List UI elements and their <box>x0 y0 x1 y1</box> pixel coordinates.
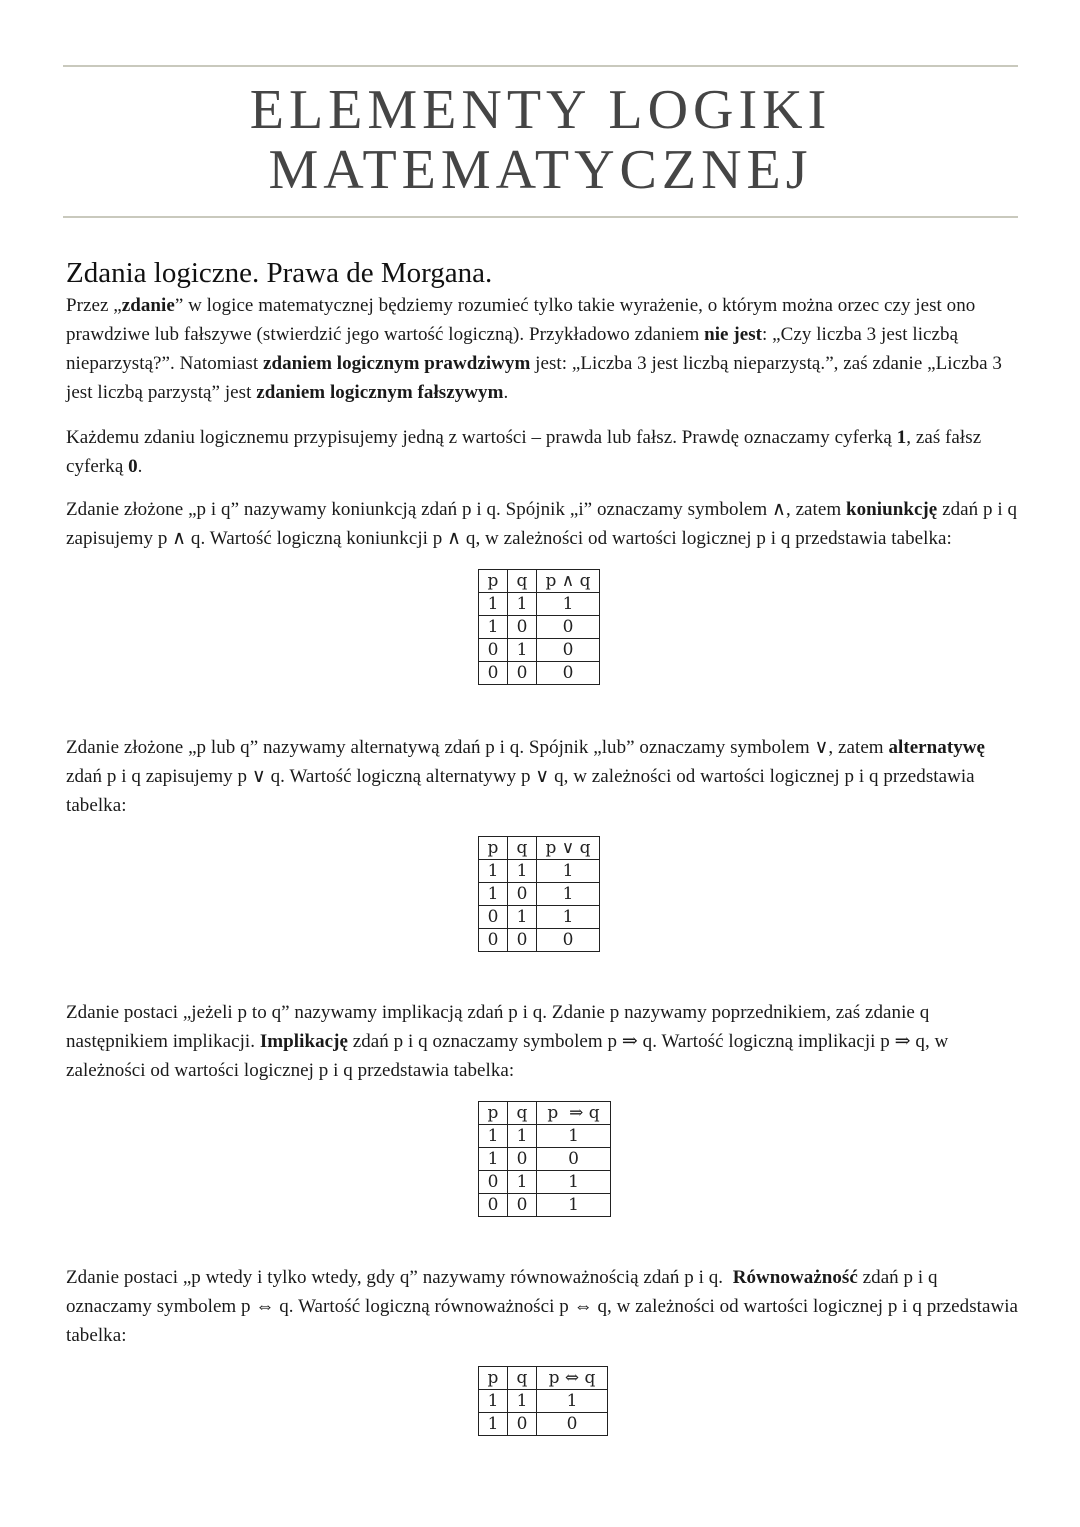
text: : „Czy liczba 3 jest liczbą nieparzystą?”. Natomiast <box>66 324 959 374</box>
bold-term: 0 <box>128 456 138 477</box>
text: zdań p i q oznaczamy symbolem p ⇔ q. Wartość logiczną równoważności p ⇔ q, w zależności od wartości logicznej p i q przedstawia tabelka: <box>66 1267 1019 1346</box>
table-cell: 1 <box>508 1390 537 1413</box>
table-cell: 1 <box>537 883 600 906</box>
text: Przez „ <box>66 295 122 316</box>
table-cell: 1 <box>537 906 600 929</box>
table-row <box>479 1148 611 1171</box>
table-row <box>479 929 600 952</box>
paragraph-disjunction <box>66 733 1021 820</box>
table-cell: 1 <box>479 883 508 906</box>
table-cell: 0 <box>537 616 600 639</box>
disjunction-truth-table <box>478 836 600 952</box>
header-cell: q <box>508 570 537 593</box>
table-cell: 0 <box>537 929 600 952</box>
table-cell: 0 <box>508 883 537 906</box>
table-row <box>479 662 600 685</box>
table-row <box>479 860 600 883</box>
table-cell: 1 <box>508 906 537 929</box>
table-cell: 0 <box>479 639 508 662</box>
section-heading: Zdania logiczne. Prawa de Morgana. <box>66 257 493 289</box>
table-row <box>479 639 600 662</box>
text: zdań p i q oznaczamy symbolem p ⇒ q. Wartość logiczną implikacji p ⇒ q, w zależności od wartości logicznej p i q przedstawia tabelka: <box>66 1031 949 1081</box>
table-cell: 1 <box>508 593 537 616</box>
bold-term: zdanie <box>121 295 175 316</box>
table-cell: 1 <box>508 860 537 883</box>
table-cell: 1 <box>479 1390 508 1413</box>
text: , zaś fałsz cyferką <box>66 427 982 477</box>
table-cell: 1 <box>537 593 600 616</box>
table-cell: 1 <box>479 1413 508 1436</box>
table-row <box>479 593 600 616</box>
table-header-row <box>479 1367 608 1390</box>
table-cell: 0 <box>537 639 600 662</box>
table-cell: 1 <box>537 860 600 883</box>
conjunction-truth-table <box>478 569 600 685</box>
table-cell: 0 <box>479 1171 508 1194</box>
header-cell: p <box>479 837 508 860</box>
text: zdań p i q zapisujemy p ∨ q. Wartość logiczną alternatywy p ∨ q, w zależności od wartości logicznej p i q przedstawia tabelka: <box>66 766 975 816</box>
table-cell: 0 <box>537 662 600 685</box>
header-cell: p ∧ q <box>537 570 600 593</box>
header-cell: p <box>479 1367 508 1390</box>
table-row <box>479 1413 608 1436</box>
table-cell: 1 <box>537 1194 611 1217</box>
bold-term: zdaniem logicznym prawdziwym <box>262 353 531 374</box>
table-cell: 0 <box>479 1194 508 1217</box>
table-cell: 0 <box>537 1148 611 1171</box>
text: Zdanie złożone „p lub q” nazywamy alternatywą zdań p i q. Spójnik „lub” oznaczamy symbolem ∨, zatem <box>66 737 889 758</box>
text: jest: „Liczba 3 jest liczbą nieparzystą.”, zaś zdanie „Liczba 3 jest liczbą parzystą” jest <box>66 353 1002 403</box>
bold-term: Równoważność <box>732 1267 858 1288</box>
table-row <box>479 906 600 929</box>
title-line-2: MATEMATYCZNEJ <box>268 139 813 201</box>
header-cell: q <box>508 1367 537 1390</box>
table-cell: 1 <box>508 1171 537 1194</box>
paragraph-conjunction <box>66 495 1021 553</box>
header-cell: p ⇒ q <box>537 1102 611 1125</box>
implication-truth-table <box>478 1101 611 1217</box>
title-line-1: ELEMENTY LOGIKI <box>249 79 832 141</box>
paragraph-definition-zdanie <box>66 291 1021 407</box>
text: Zdanie złożone „p i q” nazywamy koniunkcją zdań p i q. Spójnik „i” oznaczamy symbolem ∧, zatem <box>66 499 846 520</box>
paragraph-equivalence <box>66 1263 1021 1350</box>
table-cell: 1 <box>479 616 508 639</box>
header-cell: p ∨ q <box>537 837 600 860</box>
disjunction-table-wrap <box>66 836 1021 952</box>
text: Każdemu zdaniu logicznemu przypisujemy jedną z wartości – prawda lub fałsz. Prawdę oznaczamy cyferką <box>66 427 897 448</box>
text: zdań p i q zapisujemy p ∧ q. Wartość logiczną koniunkcji p ∧ q, w zależności od wartości logicznej p i q przedstawia tabelka: <box>66 499 1017 549</box>
table-header-row <box>479 1102 611 1125</box>
table-cell: 0 <box>479 906 508 929</box>
table-cell: 0 <box>508 1148 537 1171</box>
table-cell: 1 <box>508 1125 537 1148</box>
table-cell: 0 <box>537 1413 608 1436</box>
header-cell: p ⇔ q <box>537 1367 608 1390</box>
header-cell: q <box>508 837 537 860</box>
conjunction-table-wrap <box>66 569 1021 685</box>
table-cell: 0 <box>508 1413 537 1436</box>
table-cell: 1 <box>537 1390 608 1413</box>
table-cell: 1 <box>479 860 508 883</box>
equivalence-table-wrap <box>66 1366 1021 1436</box>
bold-term: alternatywę <box>888 737 986 758</box>
bold-term: Implikację <box>259 1031 348 1052</box>
table-cell: 1 <box>479 1148 508 1171</box>
bold-term: koniunkcję <box>845 499 938 520</box>
document-title <box>63 80 1018 200</box>
table-row <box>479 883 600 906</box>
table-cell: 0 <box>508 929 537 952</box>
table-row <box>479 1194 611 1217</box>
bold-term: nie jest <box>704 324 763 345</box>
bold-term: 1 <box>896 427 907 448</box>
table-row <box>479 1125 611 1148</box>
table-cell: 1 <box>479 1125 508 1148</box>
paragraph-truth-values <box>66 423 1021 481</box>
header-cell: p <box>479 1102 508 1125</box>
header-cell: q <box>508 1102 537 1125</box>
table-row <box>479 616 600 639</box>
document-body <box>66 255 1021 1436</box>
table-cell: 0 <box>479 662 508 685</box>
bold-term: zdaniem logicznym fałszywym <box>256 382 504 403</box>
table-cell: 0 <box>508 662 537 685</box>
table-row <box>479 1171 611 1194</box>
table-cell: 1 <box>537 1125 611 1148</box>
equivalence-truth-table <box>478 1366 608 1436</box>
text: ” w logice matematycznej będziemy rozumieć tylko takie wyrażenie, o którym można orzec czy jest ono prawdziwe lub fałszywe (stwierdzić jego wartość logiczną). Przykładowo zdaniem <box>66 295 976 345</box>
implication-table-wrap <box>66 1101 1021 1217</box>
header-cell: p <box>479 570 508 593</box>
table-row <box>479 1390 608 1413</box>
table-header-row <box>479 570 600 593</box>
table-header-row <box>479 837 600 860</box>
text: . <box>137 456 143 477</box>
title-bottom-rule <box>63 216 1018 218</box>
table-cell: 0 <box>479 929 508 952</box>
text: Zdanie postaci „p wtedy i tylko wtedy, gdy q” nazywamy równoważnością zdań p i q. <box>66 1267 733 1288</box>
table-cell: 1 <box>508 639 537 662</box>
text: . <box>503 382 509 403</box>
paragraph-implication <box>66 998 1021 1085</box>
table-cell: 0 <box>508 616 537 639</box>
text: Zdanie postaci „jeżeli p to q” nazywamy implikacją zdań p i q. Zdanie p nazywamy poprzednikiem, zaś zdanie q następnikiem implikacji. <box>66 1002 930 1052</box>
table-cell: 1 <box>537 1171 611 1194</box>
title-top-rule <box>63 65 1018 67</box>
table-cell: 0 <box>508 1194 537 1217</box>
table-cell: 1 <box>479 593 508 616</box>
